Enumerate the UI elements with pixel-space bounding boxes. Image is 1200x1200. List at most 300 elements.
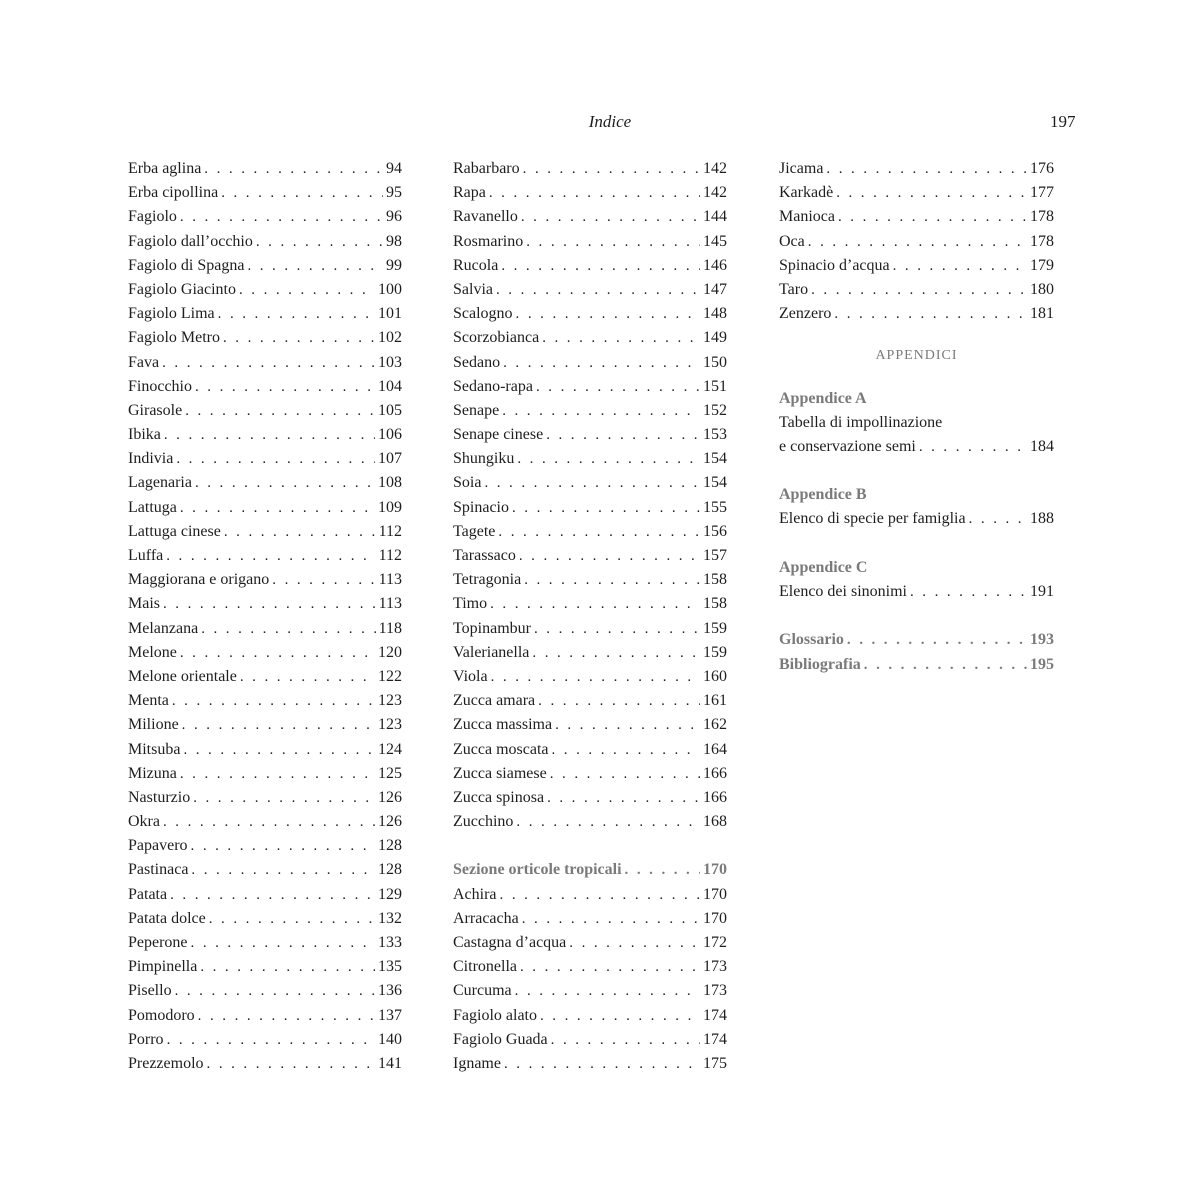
index-entry bbox=[128, 375, 402, 399]
index-entry bbox=[453, 979, 727, 1003]
index-entry bbox=[453, 205, 727, 229]
entry-label: Erba aglina bbox=[128, 160, 202, 177]
index-entry bbox=[128, 181, 402, 205]
entry-page: 99 bbox=[386, 256, 402, 274]
entry-page: 162 bbox=[703, 716, 727, 734]
entry-page: 166 bbox=[703, 788, 727, 806]
dot-leader bbox=[532, 641, 700, 665]
dot-leader bbox=[180, 641, 375, 665]
entry-page: 135 bbox=[378, 958, 402, 976]
dot-leader bbox=[534, 617, 700, 641]
index-entry bbox=[128, 496, 402, 520]
index-entry bbox=[453, 278, 727, 302]
dot-leader bbox=[864, 653, 1027, 677]
section-tropical-entry bbox=[453, 858, 727, 882]
appendix-c-page: 191 bbox=[1030, 583, 1054, 600]
dot-leader bbox=[175, 979, 375, 1003]
index-entry bbox=[128, 883, 402, 907]
entry-label: Karkadè bbox=[779, 184, 834, 202]
dot-leader bbox=[625, 858, 700, 882]
index-entry bbox=[128, 786, 402, 810]
entry-label: Fagiolo Lima bbox=[128, 305, 215, 323]
dot-leader bbox=[166, 544, 375, 568]
dot-leader bbox=[834, 302, 1027, 326]
running-title: Indice bbox=[588, 112, 632, 131]
entry-page: 123 bbox=[378, 692, 402, 710]
entry-label: Porro bbox=[128, 1030, 164, 1048]
index-entry bbox=[128, 931, 402, 955]
dot-leader bbox=[195, 375, 375, 399]
entry-page: 159 bbox=[703, 643, 727, 661]
entry-label: Tagete bbox=[453, 522, 496, 540]
index-entry bbox=[128, 762, 402, 786]
entry-page: 173 bbox=[703, 958, 727, 976]
entry-page: 152 bbox=[703, 401, 727, 419]
index-entry bbox=[128, 326, 402, 350]
entry-label: Menta bbox=[128, 692, 169, 710]
entry-page: 112 bbox=[378, 547, 402, 564]
index-entry bbox=[128, 471, 402, 495]
bibliografia-label: Bibliografia bbox=[779, 655, 861, 673]
entry-label: Okra bbox=[128, 813, 160, 831]
index-entry bbox=[453, 955, 727, 979]
entry-label: Citronella bbox=[453, 958, 517, 976]
dot-leader bbox=[501, 254, 700, 278]
dot-leader bbox=[811, 278, 1027, 302]
dot-leader bbox=[569, 931, 700, 955]
entry-page: 153 bbox=[703, 426, 727, 444]
dot-leader bbox=[516, 810, 700, 834]
index-entry bbox=[128, 1028, 402, 1052]
entry-label: Mizuna bbox=[128, 764, 177, 782]
dot-leader bbox=[170, 883, 375, 907]
entry-label: Finocchio bbox=[128, 377, 192, 395]
dot-leader bbox=[496, 278, 700, 302]
entry-page: 146 bbox=[703, 256, 727, 274]
dot-leader bbox=[504, 1052, 700, 1076]
entry-page: 136 bbox=[378, 982, 402, 1000]
index-entry bbox=[128, 907, 402, 931]
entry-page: 120 bbox=[378, 643, 402, 661]
entry-label: Zenzero bbox=[779, 305, 832, 323]
entry-label: Tarassaco bbox=[453, 547, 516, 564]
dot-leader bbox=[172, 689, 375, 713]
dot-leader bbox=[826, 157, 1027, 181]
dot-leader bbox=[517, 447, 700, 471]
index-entry bbox=[128, 302, 402, 326]
index-entry bbox=[128, 230, 402, 254]
entry-label: Ibika bbox=[128, 426, 161, 444]
index-entry bbox=[128, 979, 402, 1003]
entry-page: 145 bbox=[703, 232, 727, 250]
entry-page: 128 bbox=[378, 861, 402, 879]
entry-label: Tetragonia bbox=[453, 571, 522, 589]
index-column-1 bbox=[128, 157, 402, 1076]
entry-page: 142 bbox=[703, 184, 727, 202]
entry-label: Spinacio bbox=[453, 498, 509, 516]
index-column-3 bbox=[779, 157, 1054, 677]
dot-leader bbox=[536, 375, 700, 399]
entry-page: 94 bbox=[386, 160, 402, 177]
entry-label: Prezzemolo bbox=[128, 1054, 204, 1072]
entry-page: 113 bbox=[378, 571, 402, 589]
entry-label: Maggiorana e origano bbox=[128, 571, 270, 589]
dot-leader bbox=[162, 351, 375, 375]
bibliografia-entry bbox=[779, 653, 1054, 677]
entry-label: Milione bbox=[128, 716, 179, 734]
index-entry bbox=[128, 254, 402, 278]
entry-label: Zucca siamese bbox=[453, 764, 547, 782]
entry-page: 154 bbox=[703, 450, 727, 468]
entry-label: Taro bbox=[779, 280, 809, 298]
index-entry bbox=[453, 617, 727, 641]
index-entry bbox=[453, 1004, 727, 1028]
entry-page: 144 bbox=[703, 208, 727, 226]
entry-label: Scorzobianca bbox=[453, 329, 540, 347]
dot-leader bbox=[176, 447, 375, 471]
entry-label: Jicama bbox=[779, 160, 824, 177]
index-entry bbox=[453, 375, 727, 399]
entry-label: Fagiolo Giacinto bbox=[128, 280, 236, 298]
entry-label: Fagiolo Guada bbox=[453, 1030, 548, 1048]
entry-page: 170 bbox=[703, 909, 727, 927]
index-entry bbox=[453, 641, 727, 665]
page-number: 197 bbox=[1050, 112, 1076, 131]
index-entry bbox=[453, 713, 727, 737]
entry-label: Soia bbox=[453, 474, 482, 492]
dot-leader bbox=[503, 351, 700, 375]
entry-page: 168 bbox=[703, 813, 727, 831]
entry-label: Zucca amara bbox=[453, 692, 536, 710]
dot-leader bbox=[491, 665, 700, 689]
dot-leader bbox=[163, 592, 376, 616]
dot-leader bbox=[893, 254, 1027, 278]
index-entry bbox=[453, 689, 727, 713]
entry-page: 173 bbox=[703, 982, 727, 1000]
dot-leader bbox=[239, 278, 375, 302]
entry-page: 175 bbox=[703, 1054, 727, 1072]
entry-label: Zucca moscata bbox=[453, 740, 549, 758]
index-entry bbox=[128, 568, 402, 592]
entry-label: Valerianella bbox=[453, 643, 530, 661]
index-entry bbox=[779, 278, 1054, 302]
dot-leader bbox=[183, 738, 375, 762]
dot-leader bbox=[484, 471, 700, 495]
entry-label: Pomodoro bbox=[128, 1006, 195, 1024]
dot-leader bbox=[490, 592, 700, 616]
index-entry bbox=[453, 907, 727, 931]
dot-leader bbox=[547, 786, 700, 810]
entry-label: Zucca massima bbox=[453, 716, 553, 734]
entry-label: Curcuma bbox=[453, 982, 512, 1000]
appendix-b-title: Appendice B bbox=[779, 486, 867, 504]
entry-page: 96 bbox=[386, 208, 402, 226]
dot-leader bbox=[224, 520, 376, 544]
index-entry bbox=[128, 351, 402, 375]
index-entry bbox=[128, 834, 402, 858]
entry-label: Fagiolo dall’occhio bbox=[128, 232, 253, 250]
dot-leader bbox=[247, 254, 383, 278]
index-entry bbox=[453, 1028, 727, 1052]
entry-label: Zucca spinosa bbox=[453, 788, 545, 806]
index-entry bbox=[128, 592, 402, 616]
dot-leader bbox=[836, 181, 1027, 205]
entry-label: Zucchino bbox=[453, 813, 514, 831]
index-entry bbox=[128, 665, 402, 689]
dot-leader bbox=[191, 858, 375, 882]
entry-label: Lattuga bbox=[128, 498, 177, 516]
index-entry bbox=[453, 762, 727, 786]
index-entry bbox=[453, 665, 727, 689]
entry-page: 178 bbox=[1030, 208, 1054, 226]
index-entry bbox=[128, 689, 402, 713]
entry-label: Indivia bbox=[128, 450, 174, 468]
entry-page: 95 bbox=[386, 184, 402, 202]
entry-label: Senape bbox=[453, 401, 500, 419]
index-column-2 bbox=[453, 157, 727, 1076]
entry-label: Erba cipollina bbox=[128, 184, 219, 202]
dot-leader bbox=[552, 738, 701, 762]
entry-label: Igname bbox=[453, 1054, 501, 1072]
dot-leader bbox=[502, 399, 700, 423]
entry-page: 106 bbox=[378, 426, 402, 444]
entry-page: 161 bbox=[703, 692, 727, 710]
entry-label: Rosmarino bbox=[453, 232, 524, 250]
index-entry bbox=[453, 810, 727, 834]
dot-leader bbox=[538, 689, 700, 713]
dot-leader bbox=[838, 205, 1027, 229]
dot-leader bbox=[191, 834, 375, 858]
entry-label: Shungiku bbox=[453, 450, 515, 468]
entry-page: 176 bbox=[1030, 160, 1054, 177]
entry-page: 126 bbox=[378, 813, 402, 831]
spacer bbox=[453, 834, 727, 858]
appendix-a-line1: Tabella di impollinazione bbox=[779, 413, 943, 431]
dot-leader bbox=[551, 1028, 700, 1052]
entry-page: 105 bbox=[378, 401, 402, 419]
index-entry bbox=[128, 544, 402, 568]
index-entry bbox=[453, 883, 727, 907]
entry-label: Arracacha bbox=[453, 909, 519, 927]
index-entry bbox=[128, 423, 402, 447]
index-entry bbox=[453, 520, 727, 544]
dot-leader bbox=[221, 181, 383, 205]
index-entry bbox=[453, 326, 727, 350]
entry-page: 101 bbox=[378, 305, 402, 323]
entry-label: Rabarbaro bbox=[453, 160, 520, 177]
entry-label: Spinacio d’acqua bbox=[779, 256, 890, 274]
entry-page: 125 bbox=[378, 764, 402, 782]
entry-page: 128 bbox=[378, 837, 402, 855]
dot-leader bbox=[498, 520, 700, 544]
index-entry bbox=[453, 931, 727, 955]
index-entry bbox=[453, 351, 727, 375]
entry-page: 148 bbox=[703, 305, 727, 323]
dot-leader bbox=[223, 326, 375, 350]
dot-leader bbox=[180, 762, 375, 786]
entry-label: Manioca bbox=[779, 208, 835, 226]
entry-page: 124 bbox=[378, 740, 402, 758]
dot-leader bbox=[185, 399, 375, 423]
index-entry bbox=[779, 254, 1054, 278]
dot-leader bbox=[163, 810, 375, 834]
section-tropical-label: Sezione orticole tropicali bbox=[453, 861, 622, 879]
entry-label: Scalogno bbox=[453, 305, 513, 323]
dot-leader bbox=[218, 302, 375, 326]
entry-page: 132 bbox=[378, 909, 402, 927]
index-entry bbox=[779, 181, 1054, 205]
entry-page: 178 bbox=[1030, 232, 1054, 250]
entry-label: Pisello bbox=[128, 982, 172, 1000]
index-entry bbox=[453, 496, 727, 520]
appendix-b-line1: Elenco di specie per famiglia bbox=[779, 510, 966, 528]
entry-label: Viola bbox=[453, 667, 488, 685]
entry-label: Luffa bbox=[128, 547, 164, 564]
entry-page: 156 bbox=[703, 522, 727, 540]
entry-label: Fagiolo Metro bbox=[128, 329, 220, 347]
entry-label: Melone orientale bbox=[128, 667, 237, 685]
index-entry bbox=[453, 568, 727, 592]
entry-label: Castagna d’acqua bbox=[453, 934, 567, 951]
entry-page: 174 bbox=[703, 1030, 727, 1048]
dot-leader bbox=[522, 907, 700, 931]
entry-page: 149 bbox=[703, 329, 727, 347]
dot-leader bbox=[516, 302, 700, 326]
appendix-a-entry bbox=[779, 435, 1054, 459]
entry-page: 150 bbox=[703, 353, 727, 371]
entry-page: 180 bbox=[1030, 280, 1054, 298]
entry-page: 102 bbox=[378, 329, 402, 347]
index-entry bbox=[128, 617, 402, 641]
entry-label: Sedano-rapa bbox=[453, 377, 533, 395]
dot-leader bbox=[180, 205, 383, 229]
entry-page: 159 bbox=[703, 619, 727, 637]
dot-leader bbox=[200, 955, 375, 979]
entry-page: 147 bbox=[703, 280, 727, 298]
index-entry bbox=[453, 447, 727, 471]
entry-label: Achira bbox=[453, 885, 497, 903]
entry-label: Ravanello bbox=[453, 208, 518, 226]
entry-page: 155 bbox=[703, 498, 727, 516]
dot-leader bbox=[193, 786, 375, 810]
glossario-page: 193 bbox=[1030, 631, 1054, 649]
dot-leader bbox=[198, 1004, 375, 1028]
index-entry bbox=[128, 520, 402, 544]
appendici-heading: APPENDICI bbox=[875, 348, 958, 364]
entry-page: 113 bbox=[378, 595, 402, 613]
dot-leader bbox=[180, 496, 375, 520]
dot-leader bbox=[969, 507, 1027, 531]
index-entry bbox=[453, 592, 727, 616]
index-entry bbox=[128, 205, 402, 229]
entry-label: Peperone bbox=[128, 934, 188, 951]
entry-label: Fagiolo di Spagna bbox=[128, 256, 245, 274]
entry-label: Nasturzio bbox=[128, 788, 191, 806]
dot-leader bbox=[919, 435, 1027, 459]
entry-page: 123 bbox=[378, 716, 402, 734]
dot-leader bbox=[195, 471, 375, 495]
entry-label: Lagenaria bbox=[128, 474, 192, 492]
entry-page: 122 bbox=[378, 667, 402, 685]
entry-label: Girasole bbox=[128, 401, 183, 419]
entry-label: Salvia bbox=[453, 280, 493, 298]
entry-page: 107 bbox=[378, 450, 402, 468]
index-entry bbox=[779, 302, 1054, 326]
entry-label: Papavero bbox=[128, 837, 188, 855]
dot-leader bbox=[500, 883, 700, 907]
index-entry bbox=[128, 641, 402, 665]
index-entry bbox=[453, 157, 727, 181]
entry-page: 181 bbox=[1030, 305, 1054, 323]
dot-leader bbox=[546, 423, 700, 447]
appendix-a-page: 184 bbox=[1030, 437, 1054, 455]
index-entry bbox=[453, 399, 727, 423]
appendix-b-page: 188 bbox=[1030, 510, 1054, 528]
entry-label: Timo bbox=[453, 595, 488, 613]
entry-page: 177 bbox=[1030, 184, 1054, 202]
entry-page: 129 bbox=[378, 885, 402, 903]
appendix-c-line1: Elenco dei sinonimi bbox=[779, 583, 907, 600]
dot-leader bbox=[512, 496, 700, 520]
appendix-b bbox=[779, 483, 1054, 531]
dot-leader bbox=[847, 628, 1027, 652]
dot-leader bbox=[164, 423, 375, 447]
entry-label: Melanzana bbox=[128, 619, 199, 637]
entry-page: 158 bbox=[703, 595, 727, 613]
index-entry bbox=[128, 738, 402, 762]
index-entry bbox=[128, 810, 402, 834]
dot-leader bbox=[520, 955, 700, 979]
dot-leader bbox=[191, 931, 375, 955]
dot-leader bbox=[272, 568, 375, 592]
entry-page: 103 bbox=[378, 353, 402, 371]
appendix-a-line2: e conservazione semi bbox=[779, 437, 916, 455]
glossario-label: Glossario bbox=[779, 631, 844, 649]
dot-leader bbox=[201, 617, 375, 641]
dot-leader bbox=[808, 230, 1027, 254]
dot-leader bbox=[555, 713, 700, 737]
index-entry bbox=[128, 713, 402, 737]
entry-page: 118 bbox=[378, 619, 402, 637]
index-entry bbox=[453, 738, 727, 762]
index-entry bbox=[128, 955, 402, 979]
entry-label: Oca bbox=[779, 232, 805, 250]
index-entry bbox=[453, 423, 727, 447]
dot-leader bbox=[540, 1004, 700, 1028]
index-entry bbox=[453, 254, 727, 278]
entry-label: Fava bbox=[128, 353, 160, 371]
section-tropical-page: 170 bbox=[703, 861, 727, 879]
index-entry bbox=[453, 544, 727, 568]
entry-page: 108 bbox=[378, 474, 402, 492]
entry-page: 158 bbox=[703, 571, 727, 589]
dot-leader bbox=[526, 230, 700, 254]
appendix-c-title: Appendice C bbox=[779, 558, 868, 576]
entry-page: 166 bbox=[703, 764, 727, 782]
index-entry bbox=[779, 205, 1054, 229]
entry-page: 100 bbox=[378, 280, 402, 298]
entry-label: Pastinaca bbox=[128, 861, 189, 879]
entry-label: Patata dolce bbox=[128, 909, 206, 927]
appendix-c-entry bbox=[779, 580, 1054, 604]
dot-leader bbox=[910, 580, 1027, 604]
dot-leader bbox=[240, 665, 375, 689]
dot-leader bbox=[167, 1028, 375, 1052]
appendix-b-entry bbox=[779, 507, 1054, 531]
dot-leader bbox=[207, 1052, 375, 1076]
index-entry bbox=[128, 858, 402, 882]
dot-leader bbox=[542, 326, 700, 350]
